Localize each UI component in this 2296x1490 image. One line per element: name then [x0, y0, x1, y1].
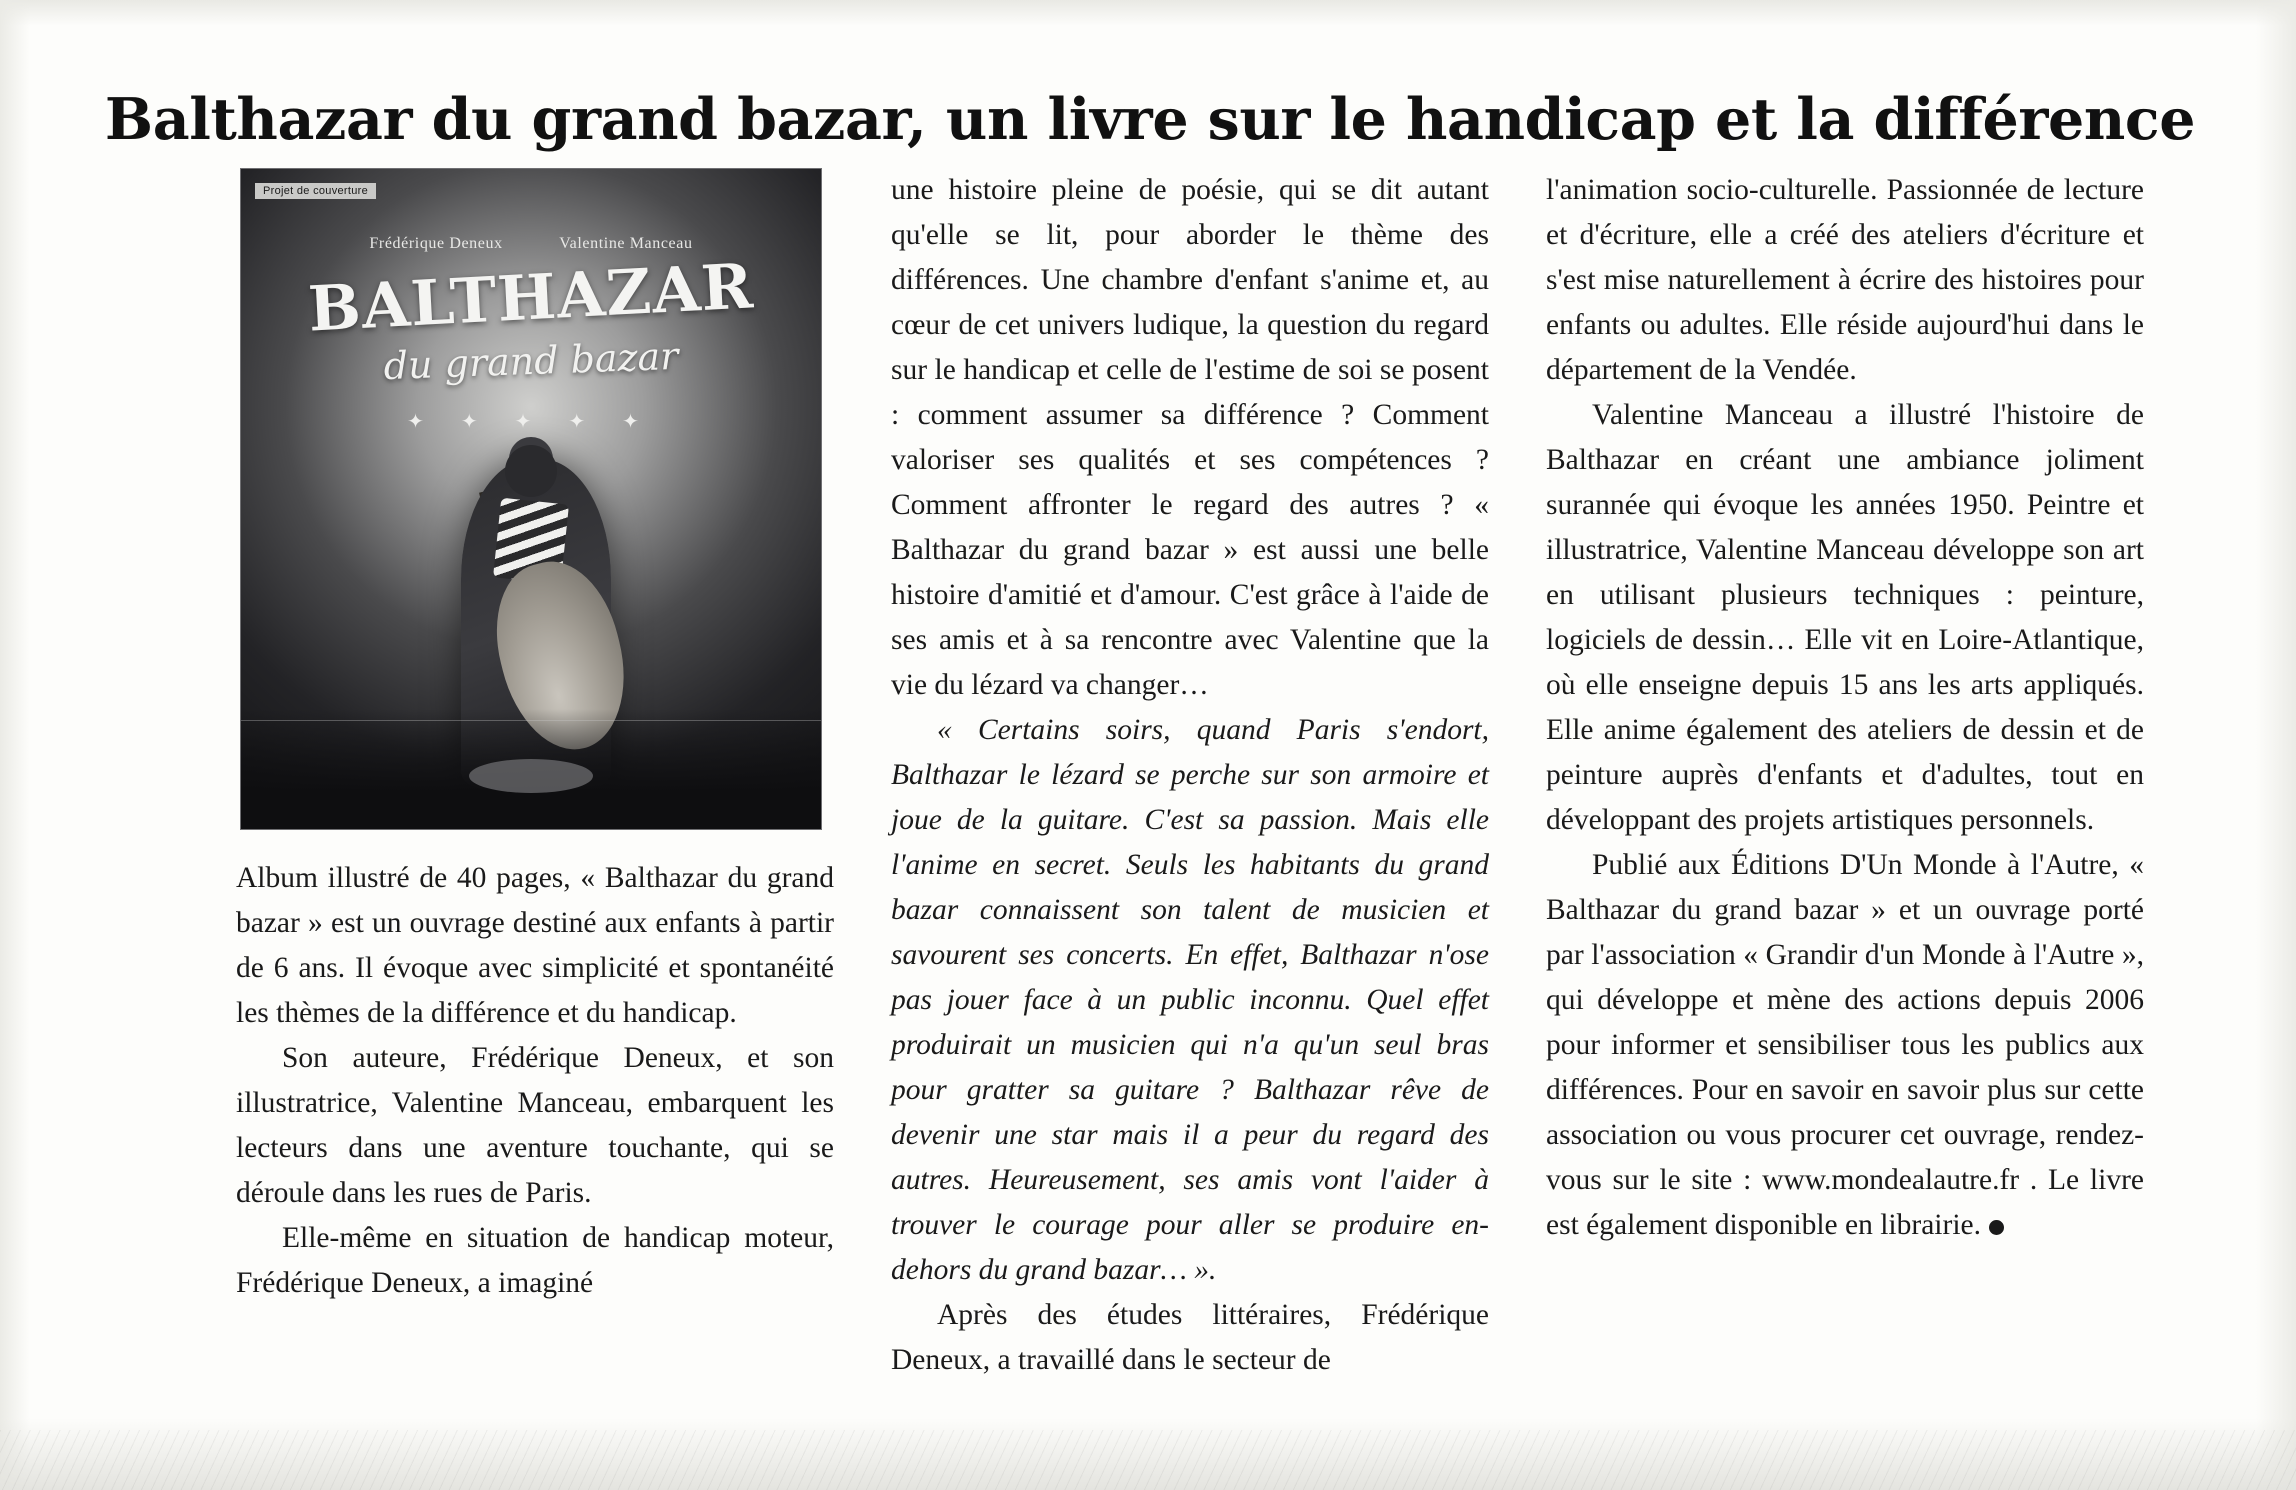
paragraph: Valentine Manceau a illustré l'histoire de Balthazar en créant une ambiance joliment surannée qui évoque les années 1950. Peintre et illustratrice, Valentine Manceau développe son art en utilisant plusieurs techniques : peinture, logiciels de dessin… Elle vit en Loire-Atlantique, où elle enseigne depuis 15 ans les arts appliqués. Elle anime également des ateliers de dessin et de peinture auprès d'enfants et d'adultes, tout en développant des projets artistiques personnels. [1546, 399, 2144, 836]
paragraph: une histoire pleine de poésie, qui se dit autant qu'elle se lit, pour aborder le thème des différences. Une chambre d'enfant s'anime et, au cœur de cet univers ludique, la question du regard sur le handicap et celle de l'estime de soi se posent : comment assumer sa différence ? Comment valoriser ses qualités et ses compétences ? Comment affronter le regard des autres ? « Balthazar du grand bazar » est aussi une belle histoire d'amitié et d'amour. C'est grâce à l'aide de ses amis et à sa rencontre avec Valentine que la vie du lézard va changer… [891, 174, 1489, 701]
paragraph: Elle-même en situation de handicap moteur, Frédérique Deneux, a imaginé [236, 1222, 834, 1299]
paragraph: Son auteure, Frédérique Deneux, et son illustratrice, Valentine Manceau, embarquent les lecteurs dans une aventure touchante, qui se déroule dans les rues de Paris. [236, 1042, 834, 1209]
article-headline: Balthazar du grand bazar, un livre sur le handicap et la différence [104, 86, 2196, 154]
column-one [236, 168, 834, 1306]
cover-author-credit: Frédérique Deneux [369, 235, 503, 252]
paragraph-text: Publié aux Éditions D'Un Monde à l'Autre, « Balthazar du grand bazar » et un ouvrage porté par l'association « Grandir d'un Monde à l'Autre », qui développe et mène des actions depuis 2006 pour informer et sensibiliser tous les publics aux différences. Pour en savoir en savoir plus sur cette association ou vous procurer cet ouvrage, rendez-vous sur le site : www.mondealautre.fr . Le livre est également disponible en librairie. [1546, 849, 2144, 1241]
paragraph: Album illustré de 40 pages, « Balthazar du grand bazar » est un ouvrage destiné aux enfants à partir de 6 ans. Il évoque avec simplicité et spontanéité les thèmes de la différence et du handicap. [236, 862, 834, 1029]
end-of-article-mark [1989, 1220, 2004, 1235]
paragraph: l'animation socio-culturelle. Passionnée de lecture et d'écriture, elle a créé des ateliers d'écriture et s'est mise naturellement à écrire des histoires pour enfants ou adultes. Elle réside aujourd'hui dans le département de la Vendée. [1546, 174, 2144, 386]
paragraph-final [1546, 843, 2144, 1248]
scan-edge-right [2256, 0, 2296, 1490]
cover-stars-decoration: ✦ ✦ ✦ ✦ ✦ [407, 411, 655, 433]
column-three [1546, 168, 2144, 1248]
paragraph-quote: « Certains soirs, quand Paris s'endort, Balthazar le lézard se perche sur son armoire et joue de la guitare. C'est sa passion. Mais elle l'anime en secret. Seuls les habitants du grand bazar connaissent son talent de musicien et savourent ses concerts. En effet, Balthazar n'ose pas jouer face à un public inconnu. Quel effet produirait un musicien qui n'a qu'un seul bras pour gratter sa guitare ? Balthazar rêve de devenir une star mais il a peur du regard des autres. Heureusement, ses amis vont l'aider à trouver le courage pour aller se produire en-dehors du grand bazar… ». [891, 714, 1489, 1286]
scan-hatching [0, 1430, 2296, 1490]
cover-illustrator-credit: Valentine Manceau [559, 235, 693, 252]
cover-title: BALTHAZAR [306, 249, 756, 346]
cover-rug-shape [469, 759, 593, 793]
cover-subtitle: du grand bazar [382, 333, 680, 389]
cover-publisher-tag: Projet de couverture [255, 183, 376, 199]
book-cover-image [240, 168, 822, 830]
paragraph: Après des études littéraires, Frédérique Deneux, a travaillé dans le secteur de [891, 1299, 1489, 1376]
lizard-head-shape [505, 445, 557, 497]
column-two [891, 168, 1489, 1383]
scan-edge-left [0, 0, 30, 1490]
article-columns [236, 168, 2144, 1418]
scan-edge-top [0, 0, 2296, 26]
scan-edge-bottom [0, 1418, 2296, 1490]
